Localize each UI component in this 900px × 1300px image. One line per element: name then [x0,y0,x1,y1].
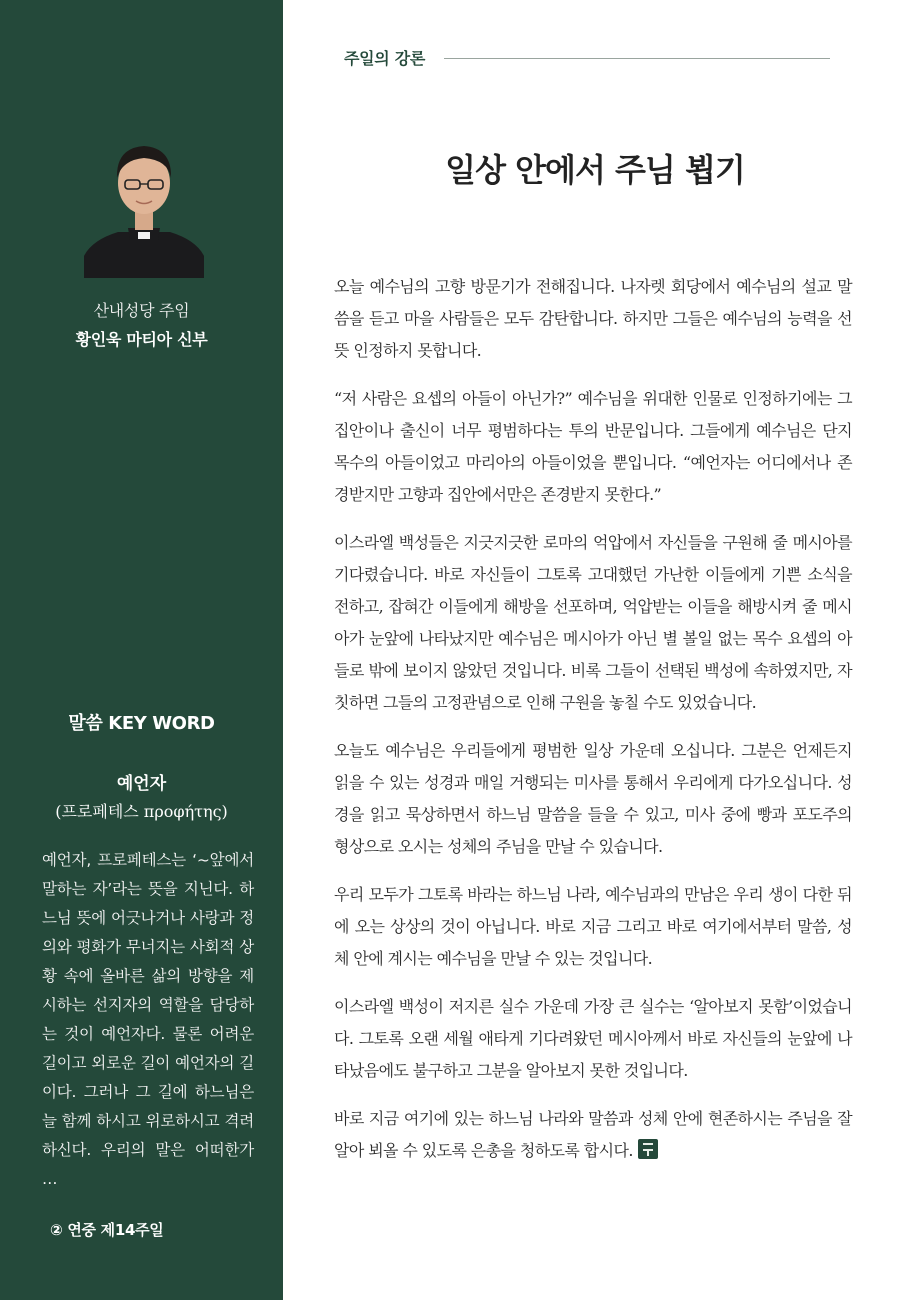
paragraph-text: 바로 지금 여기에 있는 하느님 나라와 말씀과 성체 안에 현존하시는 주님을 잘 알아 뵈올 수 있도록 은총을 청하도록 합시다. [334,1109,852,1160]
end-mark-icon [638,1139,658,1159]
section-divider [444,58,830,59]
keyword-description: 예언자, 프로페테스는 ‘~앞에서 말하는 자’라는 뜻을 지닌다. 하느님 뜻에 어긋나거나 사랑과 정의와 평화가 무너지는 사회적 상황 속에 올바른 삶의 방향을 제시하는 선지자의 역할을 담당하는 것이 예언자다. 물론 어려운 길이고 외로운 길이 예언자의 길이다. 그러나 그 길에 하느님은 늘 함께 하시고 위로하시고 격려하신다. 우리의 말은 어떠한가 … [42,851,254,1188]
keyword-origin: (프로페테스 προφήτης) [55,802,228,821]
paragraph: 오늘도 예수님은 우리들에게 평범한 일상 가운데 오십니다. 그분은 언제든지 읽을 수 있는 성경과 매일 거행되는 미사를 통해서 우리에게 다가오십니다. 성경을 읽고 묵상하면서 하느님 말씀을 들을 수 있고, 미사 중에 빵과 포도주의 형상으로 오시는 성체의 주님을 만날 수 있습니다. [334,741,852,856]
keyword-term: 예언자 [116,774,167,794]
article-body [334,271,852,1183]
paragraph: 이스라엘 백성이 저지른 실수 가운데 가장 큰 실수는 ‘알아보지 못함’이었습니다. 그토록 오랜 세월 애타게 기다려왔던 메시아께서 바로 자신들의 눈앞에 나타났음에도 불구하고 그분을 알아보지 못한 것입니다. [334,997,852,1080]
article-title: 일상 안에서 주님 뵙기 [445,151,745,189]
page-footer: ② 연중 제14주일 [50,1221,164,1239]
paragraph-last [334,1103,852,1167]
author-name: 황인욱 마티아 신부 [75,330,208,349]
author-portrait [84,128,204,278]
sidebar [0,0,283,1300]
paragraph: 오늘 예수님의 고향 방문기가 전해집니다. 나자렛 회당에서 예수님의 설교 말씀을 듣고 마을 사람들은 모두 감탄합니다. 하지만 그들은 예수님의 능력을 선뜻 인정하지 못합니다. [334,277,852,360]
author-avatar [84,128,204,278]
section-label: 주일의 강론 [344,49,426,68]
keyword-heading: 말씀 KEY WORD [68,713,215,734]
paragraph: “저 사람은 요셉의 아들이 아닌가?” 예수님을 위대한 인물로 인정하기에는 그 집안이나 출신이 너무 평범하다는 투의 반문입니다. 그들에게 예수님은 단지 목수의 아들이었고 마리아의 아들이었을 뿐입니다. “예언자는 어디에서나 존경받지만 고향과 집안에서만은 존경받지 못한다.” [334,389,852,504]
author-parish: 산내성당 주임 [93,301,190,320]
paragraph: 이스라엘 백성들은 지긋지긋한 로마의 억압에서 자신들을 구원해 줄 메시아를 기다렸습니다. 바로 자신들이 그토록 고대했던 가난한 이들에게 기쁜 소식을 전하고, 잡혀간 이들에게 해방을 선포하며, 억압받는 이들을 해방시켜 줄 메시아가 눈앞에 나타났지만 예수님은 메시아가 아닌 별 볼일 없는 목수 요셉의 아들로 밖에 보이지 않았던 것입니다. 비록 그들이 선택된 백성에 속하였지만, 자칫하면 그들의 고정관념으로 인해 구원을 놓칠 수도 있었습니다. [334,533,852,712]
paragraph: 우리 모두가 그토록 바라는 하느님 나라, 예수님과의 만남은 우리 생이 다한 뒤에 오는 상상의 것이 아닙니다. 바로 지금 그리고 바로 여기에서부터 말씀, 성체 안에 계시는 예수님을 만날 수 있는 것입니다. [334,885,852,968]
